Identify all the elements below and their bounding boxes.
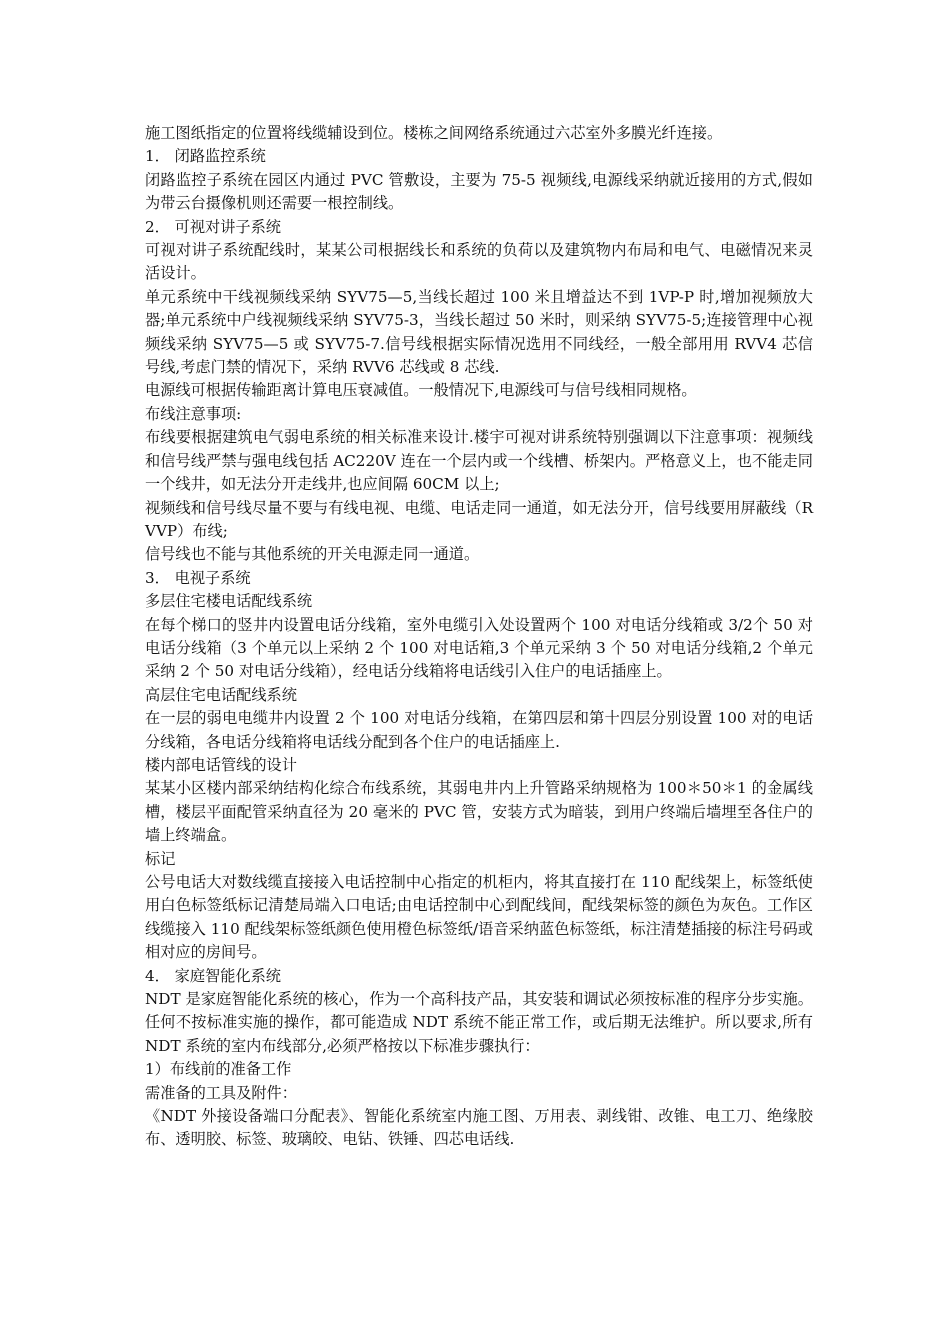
paragraph-intro: 施工图纸指定的位置将线缆辅设到位。楼栋之间网络系统通过六芯室外多膜光纤连接。 — [145, 124, 723, 142]
paragraph-wiring-standards: 布线要根据建筑电气弱电系统的相关标准来设计.楼宇可视对讲系统特别强调以下注意事项：视频线和信号线严禁与强电线包括 AC220V 连在一个层内或一个线槽、桥架内。严格意义上，也不能走同一个线井，如无法分开走线井,也应间隔 60CM 以上; — [145, 428, 813, 494]
subheading-phone-conduit: 楼内部电话管线的设计 — [145, 755, 297, 774]
heading-home-automation: 4． 家庭智能化系统 — [145, 966, 281, 985]
subheading-highrise-phone: 高层住宅电话配线系统 — [145, 685, 297, 704]
paragraph-power-line: 电源线可根据传输距离计算电压衰减值。一般情况下,电源线可与信号线相同规格。 — [145, 381, 697, 400]
paragraph-intercom-cables: 单元系统中干线视频线采纳 SYV75—5,当线长超过 100 米且增益达不到 1VP-P 时,增加视频放大器;单元系统中户线视频线采纳 SYV75-3，当线长超过 50 米时，则采纳 SYV75-5;连接管理中心视频线采纳 SYV75—5 或 SYV75-7.信号线根据实际情况选用不同线经，一般全部用用 RVV4 芯信号线,考虑门禁的情况下，采纳 RVV6 芯线或 8 芯线. — [145, 287, 813, 377]
paragraph-tools-list: 《NDT 外接设备端口分配表》、智能化系统室内施工图、万用表、剥线钳、改锥、电工刀、绝缘胶布、透明胶、标签、玻璃皎、电钻、铁锤、四芯电话线. — [145, 1107, 813, 1149]
paragraph-shielded-cable: 视频线和信号线尽量不要与有线电视、电缆、电话走同一通道，如无法分开，信号线要用屏蔽线（RVVP）布线; — [145, 498, 813, 540]
paragraph-phone-conduit: 某某小区楼内部采纳结构化综合布线系统，其弱电井内上升管路采纳规格为 100＊50＊1 的金属线槽，楼层平面配管采纳直径为 20 毫米的 PVC 管，安装方式为暗装，到用户终端后墙埋至各住户的墙上终端盒。 — [145, 779, 813, 845]
paragraph-signal-separation: 信号线也不能与其他系统的开关电源走同一通道。 — [145, 545, 480, 564]
heading-tv-system: 3． 电视子系统 — [145, 568, 251, 587]
subheading-labeling: 标记 — [145, 849, 176, 868]
paragraph-labeling: 公号电话大对数线缆直接接入电话控制中心指定的机柜内，将其直接打在 110 配线架上，标签纸使用白色标签纸标记清楚局端入口电话;由电话控制中心到配线间，配线架标签的颜色为灰色。工作区线缆接入 110 配线架标签纸颜色使用橙色标签纸/语音采纳蓝色标签纸，标注清楚插接的标注号码或相对应的房间号。 — [145, 873, 813, 962]
paragraph-ndt: NDT 是家庭智能化系统的核心，作为一个高科技产品，其安装和调试必须按标准的程序分步实施。任何不按标准实施的操作，都可能造成 NDT 系统不能正常工作，或后期无法维护。所以要求,所有 NDT 系统的室内布线部分,必须严格按以下标准步骤执行： — [145, 990, 813, 1055]
paragraph-cctv: 闭路监控子系统在园区内通过 PVC 管敷设，主要为 75-5 视频线,电源线采纳就近接用的方式,假如为带云台摄像机则还需要一根控制线。 — [145, 170, 813, 213]
heading-video-intercom: 2． 可视对讲子系统 — [145, 217, 281, 236]
heading-wiring-notes: 布线注意事项: — [145, 404, 242, 423]
paragraph-tools-intro: 需准备的工具及附件： — [145, 1083, 297, 1102]
heading-cctv-system: 1． 闭路监控系统 — [145, 147, 266, 166]
paragraph-intercom-design: 可视对讲子系统配线时，某某公司根据线长和系统的负荷以及建筑物内布局和电气、电磁情况来灵活设计。 — [145, 241, 813, 283]
subheading-preparation: 1）布线前的准备工作 — [145, 1060, 292, 1079]
paragraph-multistory-phone: 在每个梯口的竖井内设置电话分线箱，室外电缆引入处设置两个 100 对电话分线箱或 3/2个 50 对电话分线箱（3 个单元以上采纳 2 个 100 对电话箱,3 个单元采纳 3 个 50 对电话分线箱,2 个单元采纳 2 个 50 对电话分线箱），经电话分线箱将电话线引入住户的电话插座上。 — [145, 615, 813, 681]
document-body — [145, 122, 813, 1152]
subheading-multistory-phone: 多层住宅楼电话配线系统 — [145, 592, 313, 611]
paragraph-highrise-phone: 在一层的弱电电缆井内设置 2 个 100 对电话分线箱，在第四层和第十四层分别设置 100 对的电话分线箱，各电话分线箱将电话线分配到各个住户的电话插座上. — [145, 709, 813, 751]
